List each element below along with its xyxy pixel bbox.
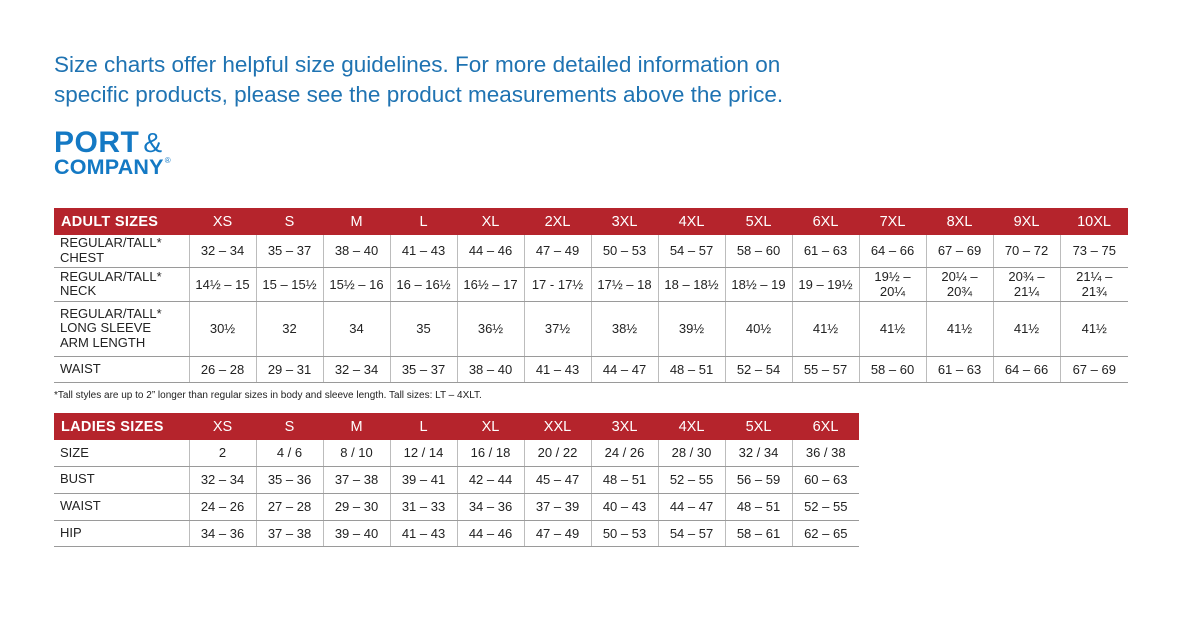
ladies-header-row (54, 413, 859, 440)
size-header-3xl: 3XL (591, 208, 658, 235)
measurement-value: 47 – 49 (535, 525, 580, 541)
measurement-value: 24 / 26 (604, 445, 645, 461)
measurement-cell (390, 356, 457, 382)
measurement-value: 21¼ – (1076, 269, 1113, 284)
measurement-value: 52 – 54 (736, 361, 781, 377)
measurement-value: 31 – 33 (401, 499, 446, 514)
measurement-cell (926, 235, 993, 267)
size-header-6xl: 6XL (792, 413, 859, 440)
measurement-value: 48 – 51 (602, 472, 647, 487)
measurement-cell (189, 235, 256, 267)
measurement-cell (256, 356, 323, 382)
measurement-value: 24 – 26 (200, 499, 245, 514)
size-header-3xl: 3XL (591, 413, 658, 440)
measurement-cell (524, 267, 591, 301)
measurement-cell (658, 520, 725, 546)
measurement-cell (591, 267, 658, 301)
measurement-value: 36½ (477, 321, 504, 336)
measurement-cell (725, 493, 792, 520)
measurement-value: 61 – 63 (803, 243, 848, 259)
measurement-value: 39 – 40 (334, 525, 379, 541)
measurement-value: 20¼ (879, 284, 906, 299)
row-label-line: BUST (60, 471, 95, 487)
measurement-cell (792, 235, 859, 267)
row-label (54, 493, 189, 520)
row-label-line: REGULAR/TALL* (60, 268, 162, 284)
measurement-value: 39½ (678, 321, 705, 336)
size-header-5xl: 5XL (725, 208, 792, 235)
measurement-value: 16½ – 17 (463, 276, 518, 292)
measurement-value: 52 – 55 (804, 499, 848, 514)
measurement-value: 15½ – 16 (329, 276, 384, 292)
measurement-cell (859, 356, 926, 382)
measurement-cell (457, 235, 524, 267)
measurement-cell (993, 356, 1060, 382)
measurement-cell (658, 301, 725, 356)
measurement-value: 14½ – 15 (195, 276, 250, 292)
measurement-cell (390, 520, 457, 546)
measurement-cell (524, 466, 591, 493)
measurement-cell (457, 520, 524, 546)
measurement-value: 61 – 63 (937, 361, 982, 377)
measurement-value: 15 – 15½ (262, 276, 317, 292)
measurement-cell (1060, 356, 1128, 382)
measurement-value: 38 – 40 (334, 243, 379, 259)
measurement-value: 70 – 72 (1004, 243, 1049, 259)
measurement-cell (1060, 267, 1128, 301)
measurement-value: 52 – 55 (669, 472, 714, 487)
size-header-9xl: 9XL (993, 208, 1060, 235)
measurement-value: 54 – 57 (669, 243, 714, 259)
size-header-xxl: XXL (524, 413, 591, 440)
measurement-cell (457, 466, 524, 493)
measurement-value: 41½ (1013, 321, 1040, 336)
ladies-size-table (54, 413, 859, 547)
measurement-value: 26 – 28 (200, 361, 245, 377)
size-header-6xl: 6XL (792, 208, 859, 235)
measurement-value: 64 – 66 (870, 243, 915, 259)
measurement-cell (189, 440, 256, 466)
measurement-cell (390, 466, 457, 493)
logo-registered-mark: ® (164, 156, 171, 165)
measurement-cell (725, 520, 792, 546)
measurement-value: 16 – 16½ (396, 276, 451, 292)
table-row (54, 440, 859, 466)
measurement-value: 32 – 34 (200, 472, 245, 487)
measurement-cell (256, 267, 323, 301)
measurement-cell (323, 235, 390, 267)
measurement-value: 16 / 18 (470, 445, 511, 461)
measurement-cell (524, 235, 591, 267)
measurement-cell (256, 520, 323, 546)
measurement-cell (390, 267, 457, 301)
measurement-cell (926, 267, 993, 301)
tall-sizes-footnote: *Tall styles are up to 2” longer than regular sizes in body and sleeve length. Tall sizes: LT – 4XLT. (54, 390, 482, 401)
measurement-cell (926, 356, 993, 382)
table-row (54, 493, 859, 520)
row-label (54, 267, 189, 301)
measurement-value: 17½ – 18 (597, 276, 652, 292)
measurement-cell (1060, 301, 1128, 356)
measurement-value: 32 / 34 (738, 445, 779, 461)
brand-logo (54, 128, 171, 179)
measurement-value: 8 / 10 (340, 445, 373, 461)
measurement-value: 62 – 65 (804, 525, 848, 541)
measurement-value: 30½ (209, 321, 236, 336)
measurement-value: 32 (282, 321, 297, 336)
row-label (54, 520, 189, 546)
row-label-line: ARM LENGTH (60, 334, 146, 350)
measurement-cell (792, 301, 859, 356)
measurement-value: 32 – 34 (334, 361, 379, 377)
measurement-value: 38 – 40 (468, 361, 513, 377)
measurement-cell (993, 301, 1060, 356)
measurement-cell (792, 440, 859, 466)
measurement-cell (524, 356, 591, 382)
measurement-cell (658, 267, 725, 301)
measurement-cell (189, 466, 256, 493)
measurement-value: 67 – 69 (937, 243, 982, 259)
measurement-cell (323, 301, 390, 356)
measurement-value: 44 – 46 (468, 243, 513, 259)
measurement-cell (457, 301, 524, 356)
measurement-cell (792, 466, 859, 493)
logo-line-2 (54, 157, 171, 179)
size-header-5xl: 5XL (725, 413, 792, 440)
measurement-value: 42 – 44 (468, 472, 513, 487)
measurement-cell (323, 466, 390, 493)
measurement-value: 56 – 59 (736, 472, 781, 487)
measurement-cell (658, 440, 725, 466)
size-header-4xl: 4XL (658, 208, 725, 235)
table-row (54, 301, 1128, 356)
measurement-value: 4 / 6 (276, 445, 303, 461)
measurement-cell (591, 493, 658, 520)
measurement-value: 20¾ (946, 284, 973, 299)
row-label-line: WAIST (60, 360, 101, 376)
measurement-cell (993, 267, 1060, 301)
measurement-value: 34 – 36 (200, 525, 245, 541)
measurement-value: 35 (416, 321, 431, 336)
measurement-value: 48 – 51 (736, 499, 781, 514)
measurement-value: 12 / 14 (403, 445, 444, 461)
row-label (54, 440, 189, 466)
size-header-8xl: 8XL (926, 208, 993, 235)
measurement-value: 40 – 43 (602, 499, 647, 514)
logo-word-port: PORT (54, 126, 140, 159)
measurement-cell (658, 356, 725, 382)
measurement-value: 21¾ (1081, 284, 1107, 299)
measurement-value: 41 – 43 (535, 361, 580, 377)
measurement-cell (591, 440, 658, 466)
measurement-cell (725, 356, 792, 382)
measurement-value: 37 – 38 (267, 525, 312, 541)
measurement-value: 41 – 43 (401, 243, 446, 259)
size-header-s: S (256, 413, 323, 440)
measurement-cell (390, 301, 457, 356)
row-label-line: CHEST (60, 249, 105, 265)
size-header-m: M (323, 208, 390, 235)
measurement-cell (591, 520, 658, 546)
measurement-value: 41½ (946, 321, 973, 336)
table-row (54, 356, 1128, 382)
row-label (54, 466, 189, 493)
measurement-cell (591, 235, 658, 267)
measurement-value: 38½ (611, 321, 638, 336)
measurement-value: 67 – 69 (1072, 361, 1116, 377)
adult-table-heading: ADULT SIZES (54, 208, 189, 235)
size-header-m: M (323, 413, 390, 440)
measurement-value: 50 – 53 (602, 525, 647, 541)
measurement-value: 19½ – (874, 269, 911, 284)
logo-line-1 (54, 128, 171, 158)
logo-word-company: COMPANY (54, 155, 164, 179)
row-label-line: SIZE (60, 444, 89, 460)
measurement-cell (323, 493, 390, 520)
table-row (54, 520, 859, 546)
row-label (54, 301, 189, 356)
measurement-cell (591, 466, 658, 493)
measurement-cell (792, 520, 859, 546)
measurement-cell (725, 466, 792, 493)
measurement-cell (323, 356, 390, 382)
size-header-4xl: 4XL (658, 413, 725, 440)
measurement-value: 37 – 39 (535, 499, 580, 514)
measurement-value: 18½ – 19 (731, 276, 786, 292)
row-label-line: WAIST (60, 498, 101, 514)
measurement-cell (524, 440, 591, 466)
measurement-value: 58 – 61 (736, 525, 781, 541)
measurement-value: 54 – 57 (669, 525, 714, 541)
measurement-value: 64 – 66 (1004, 361, 1049, 377)
size-header-s: S (256, 208, 323, 235)
measurement-cell (457, 440, 524, 466)
measurement-cell (323, 520, 390, 546)
measurement-cell (993, 235, 1060, 267)
size-header-xl: XL (457, 208, 524, 235)
adult-header-row (54, 208, 1128, 235)
size-header-xl: XL (457, 413, 524, 440)
measurement-cell (390, 235, 457, 267)
measurement-value: 41½ (812, 321, 839, 336)
measurement-cell (256, 493, 323, 520)
measurement-cell (524, 520, 591, 546)
measurement-cell (524, 493, 591, 520)
measurement-cell (390, 440, 457, 466)
measurement-cell (524, 301, 591, 356)
measurement-value: 40½ (745, 321, 772, 336)
measurement-cell (591, 356, 658, 382)
row-label (54, 356, 189, 382)
row-label-line: REGULAR/TALL* (60, 305, 162, 321)
measurement-cell (390, 493, 457, 520)
measurement-cell (591, 301, 658, 356)
measurement-cell (189, 493, 256, 520)
measurement-cell (792, 493, 859, 520)
intro-text (54, 50, 914, 110)
measurement-cell (658, 235, 725, 267)
measurement-cell (658, 466, 725, 493)
measurement-cell (189, 520, 256, 546)
measurement-value: 44 – 47 (602, 361, 647, 377)
measurement-value: 73 – 75 (1072, 243, 1116, 259)
measurement-value: 34 – 36 (468, 499, 513, 514)
size-header-7xl: 7XL (859, 208, 926, 235)
table-row (54, 267, 1128, 301)
measurement-value: 55 – 57 (803, 361, 848, 377)
measurement-value: 35 – 37 (267, 243, 312, 259)
measurement-cell (859, 235, 926, 267)
measurement-value: 39 – 41 (401, 472, 446, 487)
measurement-cell (256, 466, 323, 493)
measurement-value: 20¼ – (941, 269, 978, 284)
measurement-cell (256, 235, 323, 267)
measurement-value: 50 – 53 (602, 243, 647, 259)
intro-line-1: Size charts offer helpful size guidelines. For more detailed information on (54, 52, 781, 77)
measurement-cell (725, 267, 792, 301)
measurement-cell (323, 267, 390, 301)
row-label (54, 235, 189, 267)
row-label-line: REGULAR/TALL* (60, 235, 162, 251)
measurement-cell (457, 356, 524, 382)
measurement-cell (859, 267, 926, 301)
measurement-value: 37 – 38 (334, 472, 379, 487)
measurement-cell (256, 301, 323, 356)
measurement-cell (725, 440, 792, 466)
measurement-value: 20¾ – (1008, 269, 1045, 284)
measurement-value: 17 - 17½ (531, 276, 584, 292)
measurement-cell (725, 235, 792, 267)
row-label-line: NECK (60, 283, 97, 298)
measurement-value: 48 – 51 (669, 361, 714, 377)
intro-line-2: specific products, please see the product measurements above the price. (54, 82, 784, 107)
measurement-cell (323, 440, 390, 466)
table-row (54, 235, 1128, 267)
measurement-value: 45 – 47 (535, 472, 580, 487)
measurement-value: 2 (218, 445, 227, 461)
logo-ampersand: & (143, 127, 163, 158)
measurement-value: 58 – 60 (736, 243, 781, 259)
measurement-value: 36 / 38 (805, 445, 846, 461)
table-row (54, 466, 859, 493)
measurement-value: 21¼ (1013, 284, 1040, 299)
size-header-10xl: 10XL (1060, 208, 1128, 235)
measurement-cell (859, 301, 926, 356)
size-header-2xl: 2XL (524, 208, 591, 235)
measurement-value: 41½ (1081, 321, 1107, 336)
row-label-line: LONG SLEEVE (60, 320, 152, 336)
measurement-value: 41 – 43 (401, 525, 446, 541)
measurement-value: 35 – 37 (401, 361, 446, 377)
measurement-cell (189, 267, 256, 301)
size-header-xs: XS (189, 413, 256, 440)
measurement-cell (457, 267, 524, 301)
size-header-xs: XS (189, 208, 256, 235)
measurement-value: 28 / 30 (671, 445, 712, 461)
size-header-l: L (390, 413, 457, 440)
measurement-value: 27 – 28 (267, 499, 312, 514)
measurement-cell (457, 493, 524, 520)
measurement-cell (189, 356, 256, 382)
measurement-value: 32 – 34 (200, 243, 245, 259)
measurement-value: 35 – 36 (267, 472, 312, 487)
measurement-value: 58 – 60 (870, 361, 915, 377)
measurement-value: 34 (349, 321, 364, 336)
measurement-cell (189, 301, 256, 356)
measurement-value: 29 – 30 (334, 499, 379, 514)
measurement-cell (1060, 235, 1128, 267)
ladies-table-heading: LADIES SIZES (54, 413, 189, 440)
measurement-cell (926, 301, 993, 356)
measurement-value: 29 – 31 (267, 361, 312, 377)
measurement-value: 20 / 22 (537, 445, 578, 461)
size-header-l: L (390, 208, 457, 235)
measurement-cell (792, 356, 859, 382)
measurement-cell (792, 267, 859, 301)
measurement-value: 60 – 63 (804, 472, 848, 487)
measurement-cell (658, 493, 725, 520)
measurement-value: 44 – 47 (669, 499, 714, 514)
measurement-value: 18 – 18½ (664, 276, 719, 292)
measurement-value: 37½ (544, 321, 571, 336)
adult-size-table (54, 208, 1128, 383)
measurement-value: 41½ (879, 321, 906, 336)
measurement-value: 44 – 46 (468, 525, 513, 541)
row-label-line: HIP (60, 524, 82, 540)
measurement-cell (725, 301, 792, 356)
measurement-cell (256, 440, 323, 466)
measurement-value: 19 – 19½ (798, 276, 853, 292)
measurement-value: 47 – 49 (535, 243, 580, 259)
